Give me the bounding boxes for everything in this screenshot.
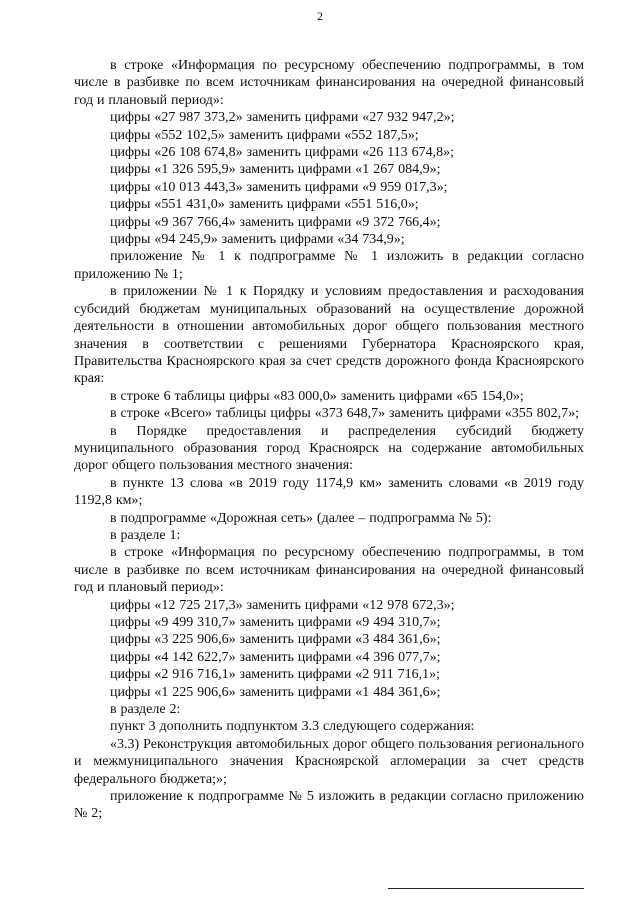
paragraph-krasnoyarsk-order: в Порядке предоставления и распределения субсидий бюджету муниципального образования город Красноярск на содержание автомобильных дорог общего пользования местного значения: (74, 423, 584, 474)
paragraph-section-1: в разделе 1: (110, 527, 181, 543)
replacement-item: цифры «1 326 595,9» заменить цифрами «1 267 084,9»; (110, 162, 441, 178)
replacement-item: цифры «9 367 766,4» заменить цифрами «9 372 766,4»; (110, 214, 441, 230)
paragraph-subprogram-5: в подпрограмме «Дорожная сеть» (далее – подпрограмма № 5): (110, 510, 492, 526)
paragraph-info-resources-2: в строке «Информация по ресурсному обеспечению подпрограммы, в том числе в разбивке по всем источникам финансирования на очередной финансовый год и плановый период»: (74, 545, 584, 596)
paragraph-subsidy-order: в приложении № 1 к Порядку и условиям предоставления и расходования субсидий бюджетам муниципальных образований на осуществление дорожной деятельности в отношении автомобильных дорог общего пользования местного значения в соответствии с решениями Губернатора Красноярского края, Правительства Красноярского края за счет средств дорожного фонда Красноярского края: (74, 284, 584, 387)
footer-divider (388, 888, 584, 889)
replacement-item: цифры «26 108 674,8» заменить цифрами «26 113 674,8»; (110, 145, 454, 161)
replacement-item: цифры «1 225 906,6» заменить цифрами «1 484 361,6»; (110, 684, 441, 700)
paragraph-point-3: пункт 3 дополнить подпунктом 3.3 следующего содержания: (110, 719, 475, 735)
replacement-item: цифры «27 987 373,2» заменить цифрами «27 932 947,2»; (110, 110, 455, 126)
paragraph-point-13: в пункте 13 слова «в 2019 году 1174,9 км» заменить словами «в 2019 году 1192,8 км»; (74, 475, 584, 509)
paragraph-info-resources-1: в строке «Информация по ресурсному обеспечению подпрограммы, в том числе в разбивке по всем источникам финансирования на очередной финансовый год и плановый период»: (74, 58, 584, 108)
paragraph-section-2: в разделе 2: (110, 702, 181, 718)
replacement-item: цифры «552 102,5» заменить цифрами «552 187,5»; (110, 127, 419, 143)
replacement-item: цифры «12 725 217,3» заменить цифрами «12 978 672,3»; (110, 597, 455, 613)
paragraph-table-row-6: в строке 6 таблицы цифры «83 000,0» заменить цифрами «65 154,0»; (110, 388, 524, 404)
page-number: 2 (317, 9, 323, 23)
replacement-item: цифры «2 916 716,1» заменить цифрами «2 911 716,1»; (110, 667, 440, 683)
replacement-item: цифры «551 431,0» заменить цифрами «551 516,0»; (110, 197, 419, 213)
replacement-item: цифры «3 225 906,6» заменить цифрами «3 484 361,6»; (110, 632, 441, 648)
document-body (74, 57, 584, 823)
paragraph-subpoint-3-3: «3.3) Реконструкция автомобильных дорог общего пользования регионального и межмуниципального значения Красноярской агломерации за счет средств федерального бюджета;»; (74, 736, 584, 787)
replacement-item: цифры «9 499 310,7» заменить цифрами «9 494 310,7»; (110, 615, 441, 630)
replacement-item: цифры «10 013 443,3» заменить цифрами «9 959 017,3»; (110, 179, 448, 195)
paragraph-table-total: в строке «Всего» таблицы цифры «373 648,7» заменить цифрами «355 802,7»; (110, 406, 580, 422)
paragraph-appendix-2: приложение к подпрограмме № 5 изложить в редакции согласно приложению № 2; (74, 789, 584, 822)
replacement-item: цифры «94 245,9» заменить цифрами «34 734,9»; (110, 232, 405, 248)
replacement-item: цифры «4 142 622,7» заменить цифрами «4 396 077,7»; (110, 649, 441, 665)
paragraph-appendix-1: приложение № 1 к подпрограмме № 1 изложить в редакции согласно приложению № 1; (74, 249, 584, 282)
